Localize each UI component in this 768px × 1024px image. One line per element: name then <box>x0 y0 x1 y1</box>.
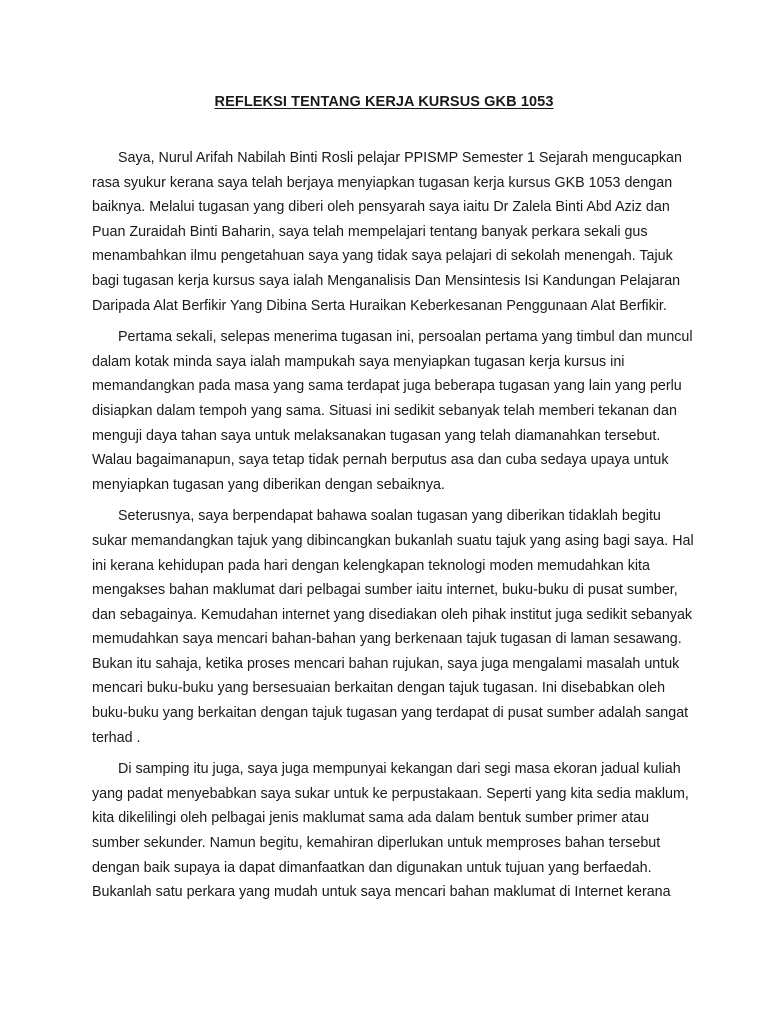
text-line: dan sebagainya. Kemudahan internet yang disediakan oleh pihak institut juga sedikit sebanyak <box>92 606 693 623</box>
paragraph-4 <box>92 757 689 905</box>
text-line: memudahkan saya mencari bahan-bahan yang berkenaan tajuk tugasan di laman sesawang. <box>92 631 682 648</box>
text-line: kita dikelilingi oleh pelbagai jenis maklumat sama ada dalam bentuk sumber primer atau <box>92 810 650 827</box>
text-line: Seterusnya, saya berpendapat bahawa soalan tugasan yang diberikan tidaklah begitu <box>118 508 661 525</box>
text-line: Walau bagaimanapun, saya tetap tidak pernah berputus asa dan cuba sedaya upaya untuk <box>92 452 669 469</box>
text-line: baiknya. Melalui tugasan yang diberi oleh pensyarah saya iaitu Dr Zalela Binti Abd Aziz dan <box>92 199 670 216</box>
text-line: terhad . <box>92 729 141 746</box>
text-line: yang padat menyebabkan saya sukar untuk ke perpustakaan. Seperti yang kita sedia maklum, <box>92 785 689 802</box>
text-line: dalam kotak minda saya ialah mampukah saya menyiapkan tugasan kerja kursus ini <box>92 353 625 370</box>
text-line: Saya, Nurul Arifah Nabilah Binti Rosli pelajar PPISMP Semester 1 Sejarah mengucapkan <box>118 150 682 166</box>
text-line: mencari buku-buku yang bersesuaian berkaitan dengan tajuk tugasan. Ini disebabkan oleh <box>92 680 666 697</box>
text-line: rasa syukur kerana saya telah berjaya menyiapkan tugasan kerja kursus GKB 1053 dengan <box>92 174 673 191</box>
paragraph-2 <box>92 325 693 497</box>
text-line: memandangkan pada masa yang sama terdapat juga beberapa tugasan yang lain yang perlu <box>92 378 682 395</box>
text-line: Bukanlah satu perkara yang mudah untuk saya mencari bahan maklumat di Internet kerana <box>92 884 671 901</box>
document-body <box>92 146 694 912</box>
text-line: Puan Zuraidah Binti Baharin, saya telah mempelajari tentang banyak perkara sekali gus <box>92 223 648 240</box>
text-line: Daripada Alat Berfikir Yang Dibina Serta Huraikan Keberkesanan Penggunaan Alat Berfikir. <box>92 297 667 314</box>
text-line: bagi tugasan kerja kursus saya ialah Menganalisis Dan Mensintesis Isi Kandungan Pelajaran <box>92 272 681 289</box>
text-line: ini kerana kehidupan pada hari dengan kelengkapan teknologi moden memudahkan kita <box>92 557 650 574</box>
text-line: buku-buku yang berkaitan dengan tajuk tugasan yang terdapat di pusat sumber adalah sangat <box>92 705 689 722</box>
paragraph-3 <box>92 504 694 750</box>
text-line: Bukan itu sahaja, ketika proses mencari bahan rujukan, saya juga mengalami masalah untuk <box>92 655 680 672</box>
text-line: dengan baik supaya ia dapat dimanfaatkan dan digunakan untuk tujuan yang berfaedah. <box>92 859 652 876</box>
text-line: menyiapkan tugasan yang diberikan dengan sebaiknya. <box>92 476 445 493</box>
text-line: Pertama sekali, selepas menerima tugasan ini, persoalan pertama yang timbul dan muncul <box>118 329 693 346</box>
document-title: REFLEKSI TENTANG KERJA KURSUS GKB 1053 <box>214 94 554 110</box>
text-line: sumber sekunder. Namun begitu, kemahiran diperlukan untuk memproses bahan tersebut <box>92 835 661 852</box>
text-line: Di samping itu juga, saya juga mempunyai kekangan dari segi masa ekoran jadual kuliah <box>118 761 681 778</box>
paragraph-1 <box>92 146 686 318</box>
text-line: mengakses bahan maklumat dari pelbagai sumber iaitu internet, buku-buku di pusat sumber, <box>92 582 678 599</box>
text-line: disiapkan dalam tempoh yang sama. Situasi ini sedikit sebanyak telah memberi tekanan dan <box>92 402 677 419</box>
text-line: menambahkan ilmu pengetahuan saya yang tidak saya pelajari di sekolah menengah. Tajuk <box>92 248 673 265</box>
text-line: sukar memandangkan tajuk yang dibincangkan bukanlah suatu tajuk yang asing bagi saya. Hal <box>92 532 694 549</box>
text-line: menguji daya tahan saya untuk melaksanakan tugasan yang telah diamanahkan tersebut. <box>92 427 661 444</box>
